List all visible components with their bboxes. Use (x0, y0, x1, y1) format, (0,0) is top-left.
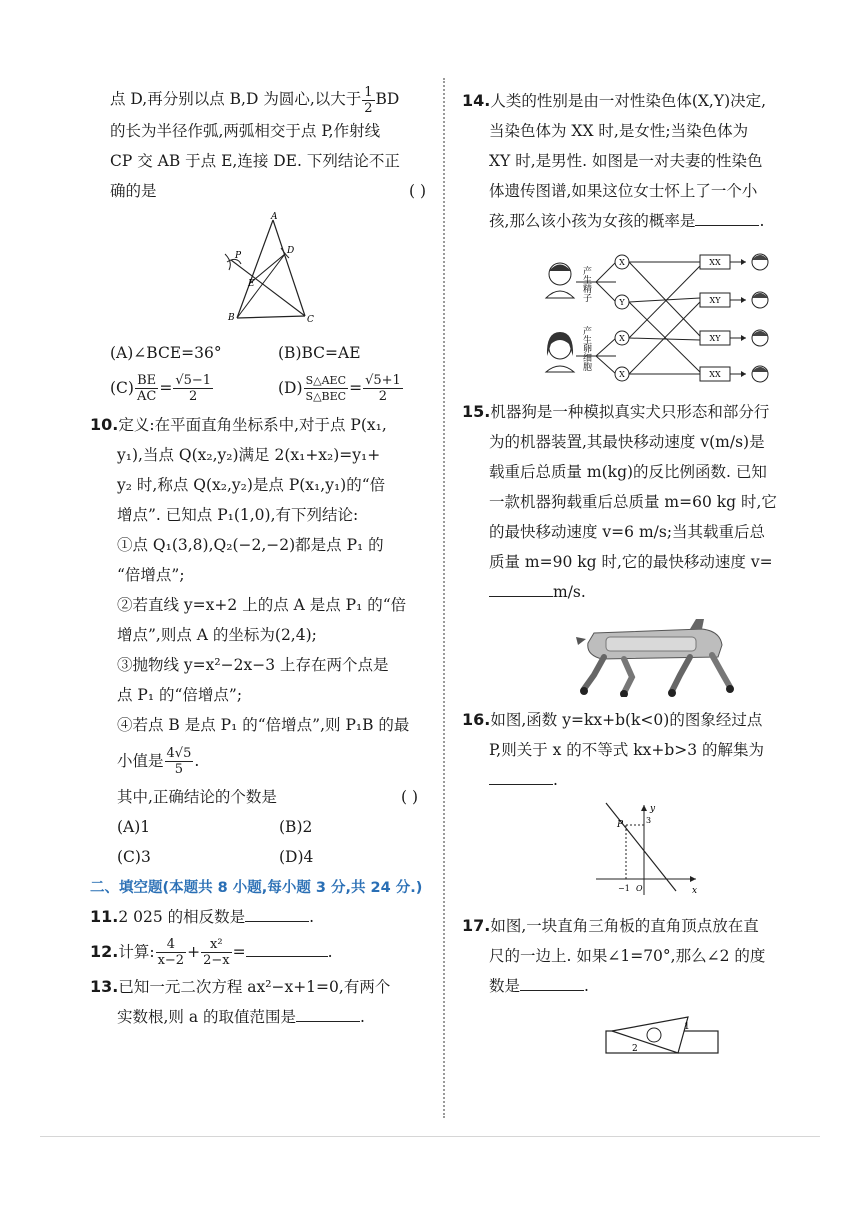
section-heading-fill-in: 二、填空题(本题共 8 小题,每小题 3 分,共 24 分.) (90, 879, 423, 896)
q13-text-2: 实数根,则 a 的取值范围是 (117, 1007, 297, 1026)
optd-rhs-den: 2 (378, 389, 388, 404)
q9-option-d (278, 368, 404, 408)
q10-claim-2a: ②若直线 y=x+2 上的点 A 是点 P₁ 的“倍 (117, 595, 407, 614)
q15-answer-blank[interactable] (489, 578, 553, 597)
question-12 (60, 932, 432, 972)
q12-answer-blank[interactable] (246, 938, 328, 957)
q17-end: . (584, 977, 589, 995)
female-label: 产生卵细胞 (581, 326, 591, 371)
q9-option-a: (A)∠BCE=36° (110, 343, 222, 362)
q12-end: . (327, 942, 333, 961)
right-column (462, 86, 814, 1061)
male-figure-icon (546, 263, 574, 298)
q16-number: 16. (462, 710, 491, 729)
q11-answer-blank[interactable] (245, 903, 309, 922)
q10-line-4: 增点”. 已知点 P₁(1,0),有下列结论: (117, 505, 359, 524)
half-num: 1 (364, 84, 373, 100)
q9-text-1-end: BD (375, 90, 400, 108)
offspring-label: XX (709, 370, 721, 379)
gamete-label: Y (619, 298, 625, 307)
q10-ask-text: 其中,正确结论的个数是 (117, 787, 277, 806)
label-C: C (307, 314, 314, 325)
graph-y-tick-3: 3 (646, 816, 652, 825)
q10-option-b: (B)2 (279, 817, 313, 836)
chromosome-diagram (542, 244, 802, 389)
gamete-label: X (619, 334, 625, 343)
q15-line-7 (462, 577, 814, 607)
q17-answer-blank[interactable] (520, 972, 584, 991)
answer-paren: ( ) (408, 181, 426, 200)
q16-text-1: 如图,函数 y=kx+b(k<0)的图象经过点 (490, 711, 763, 729)
q13-number: 13. (90, 976, 119, 996)
min-value-den: 5 (174, 762, 184, 777)
q17-text-1: 如图,一块直角三角板的直角顶点放在直 (490, 917, 759, 935)
q16-line-2: P,则关于 x 的不等式 kx+b>3 的解集为 (489, 741, 765, 759)
q10-claim-3b: 点 P₁ 的“倍增点”; (117, 685, 243, 704)
q15-unit: m/s. (553, 583, 586, 601)
q13-answer-blank[interactable] (296, 1003, 360, 1022)
q16-answer-blank[interactable] (489, 766, 553, 785)
q12-fraction-2 (201, 937, 232, 968)
q10-claim-4a: ④若点 B 是点 P₁ 的“倍增点”,则 P₁B 的最 (117, 715, 410, 734)
q12-number: 12. (90, 941, 119, 961)
q9-line-3: CP 交 AB 于点 E,连接 DE. 下列结论不正 (110, 151, 400, 170)
q14-line-5 (462, 206, 814, 236)
q13-line-1 (60, 972, 432, 1002)
half-fraction (362, 85, 374, 116)
q9-text-4: 确的是 (110, 181, 157, 200)
q11-end: . (309, 907, 315, 926)
gamete-3 (615, 331, 629, 345)
q14-line-1 (462, 86, 814, 116)
q9-options-ab (60, 338, 432, 368)
graph-x-label: x (692, 886, 698, 896)
q14-text-1: 人类的性别是由一对性染色体(X,Y)决定, (490, 92, 767, 110)
q15-line-2: 为的机器装置,其最快移动速度 v(m/s)是 (489, 433, 765, 451)
female-figure-icon (546, 332, 574, 372)
label-P: P (235, 250, 242, 261)
q9-option-b: (B)BC=AE (278, 343, 361, 362)
question-17 (462, 911, 814, 1061)
optd-rhs-num: √5+1 (365, 373, 401, 388)
optc-label: (C) (110, 378, 134, 397)
q10-option-d: (D)4 (279, 847, 314, 866)
q15-line-5: 的最快移动速度 v=6 m/s;当其载重后总 (489, 523, 766, 541)
graph-y-label: y (650, 804, 656, 814)
q9-option-c (110, 368, 278, 408)
q11-text: 2 025 的相反数是 (118, 907, 246, 926)
optc-lhs (135, 373, 158, 404)
angle-1-label: 1 (684, 1022, 690, 1032)
optc-rhs-den: 2 (189, 389, 198, 404)
question-15 (462, 397, 814, 697)
q9-line-2: 的长为半径作弧,两弧相交于点 P,作射线 (110, 121, 381, 140)
q14-text-5: 孩,那么该小孩为女孩的概率是 (489, 212, 696, 230)
q17-line-2: 尺的一边上. 如果∠1=70°,那么∠2 的度 (489, 947, 766, 965)
q12-f2-num: x² (201, 937, 232, 953)
q14-line-4: 体遗传图谱,如果这位女士怀上了一个小 (489, 182, 758, 200)
q15-line-3: 载重后总质量 m(kg)的反比例函数. 已知 (489, 463, 767, 481)
half-den: 2 (364, 100, 373, 116)
optc-lhs-num: BE (135, 373, 158, 389)
q9-line-4 (60, 176, 432, 206)
q14-number: 14. (462, 91, 491, 110)
offspring-label: XY (709, 296, 721, 305)
q15-number: 15. (462, 402, 491, 421)
triangle-figure (215, 212, 345, 332)
q12-fraction-1 (156, 937, 187, 968)
q15-line-1 (462, 397, 814, 427)
optc-rhs-num: √5−1 (175, 373, 212, 388)
q10-options-ab (60, 812, 432, 842)
question-16 (462, 705, 814, 897)
q13-end: . (360, 1007, 365, 1026)
q14-answer-blank[interactable] (695, 207, 759, 226)
male-label: 产生精子 (581, 266, 591, 302)
q9-text-1: 点 D,再分别以点 B,D 为圆心,以大于 (110, 90, 362, 108)
q12-f1-num: 4 (156, 937, 187, 953)
graph-point-p: P (617, 820, 624, 830)
graph-x-tick-neg1: −1 (618, 884, 630, 893)
q17-line-1 (462, 911, 814, 941)
offspring-1 (700, 254, 768, 270)
q10-claim-3a: ③抛物线 y=x²−2x−3 上存在两个点是 (117, 655, 389, 674)
optd-lhs-den: S△BEC (305, 390, 347, 403)
optd-lhs (304, 373, 349, 404)
q16-line-1 (462, 705, 814, 735)
q10-claim-1a: ①点 Q₁(3,8),Q₂(−2,−2)都是点 P₁ 的 (117, 535, 384, 554)
q13-text-1: 已知一元二次方程 ax²−x+1=0,有两个 (118, 977, 391, 996)
optd-label: (D) (278, 378, 303, 397)
q17-line-3 (462, 971, 814, 1001)
q10-line-2: y₁),当点 Q(x₂,y₂)满足 2(x₁+x₂)=y₁+ (117, 445, 381, 464)
answer-paren: ( ) (400, 787, 418, 806)
gamete-label: X (619, 370, 625, 379)
q12-plus: + (187, 942, 201, 961)
min-value-num: 4√5 (166, 746, 192, 761)
q16-end: . (553, 771, 558, 789)
offspring-label: XX (709, 258, 721, 267)
footer-rule (40, 1136, 820, 1137)
q10-option-c: (C)3 (117, 847, 151, 866)
optc-eq: = (159, 378, 173, 397)
q10-claim-1b: “倍增点”; (117, 565, 185, 584)
gamete-4 (615, 367, 629, 381)
gamete-1 (615, 255, 629, 269)
q10-claim-4b (60, 740, 432, 782)
q14-line-3: XY 时,是男性. 如图是一对夫妻的性染色 (489, 152, 763, 170)
gamete-2 (615, 295, 629, 309)
q10-claim-2b: 增点”,则点 A 的坐标为(2,4); (117, 625, 317, 644)
question-11 (60, 902, 432, 932)
q9-line-1 (60, 84, 432, 116)
q10-line-3: y₂ 时,称点 Q(x₂,y₂)是点 P(x₁,y₁)的“倍 (117, 475, 386, 494)
offspring-label: XY (709, 334, 721, 343)
q10-number: 10. (90, 414, 119, 434)
q12-f1-den: x−2 (157, 953, 185, 968)
question-13 (60, 972, 432, 1032)
q10-ask (60, 782, 424, 812)
optc-rhs (173, 373, 213, 404)
q12-f2-den: 2−x (203, 953, 230, 968)
q10-claim-4b-text: 小值是 (117, 751, 164, 770)
gamete-label: X (619, 258, 625, 267)
q12-text: 计算: (118, 942, 155, 961)
label-B: B (228, 312, 235, 323)
q13-line-2 (60, 1002, 432, 1032)
optc-lhs-den: AC (136, 389, 157, 404)
angle-2-label: 2 (632, 1044, 638, 1054)
offspring-2 (700, 292, 768, 308)
offspring-4 (700, 366, 768, 382)
q12-eq: = (232, 942, 246, 961)
optd-rhs (363, 373, 403, 404)
label-A: A (271, 211, 278, 222)
offspring-3 (700, 330, 768, 346)
graph-origin: O (636, 884, 643, 893)
q17-text-3: 数是 (489, 977, 521, 995)
ruler-triangle-figure (602, 1011, 722, 1061)
linear-function-graph (592, 801, 702, 897)
q10-text-1: 定义:在平面直角坐标系中,对于点 P(x₁, (118, 415, 387, 434)
q14-end: . (759, 212, 765, 230)
q15-text-1: 机器狗是一种模拟真实犬只形态和部分行 (490, 403, 770, 421)
q9-options-cd (60, 368, 432, 408)
column-divider (443, 78, 445, 1118)
question-14 (462, 86, 814, 389)
robot-dog-image (572, 615, 742, 697)
left-column (60, 84, 432, 1032)
q17-number: 17. (462, 916, 491, 935)
q14-line-2: 当染色体为 XX 时,是女性;当染色体为 (489, 122, 749, 140)
optd-lhs-num: S△AEC (304, 373, 349, 389)
question-9 (60, 84, 432, 408)
q15-line-6: 质量 m=90 kg 时,它的最快移动速度 v= (489, 553, 773, 571)
question-10 (60, 410, 432, 872)
optd-eq: = (349, 378, 363, 397)
q10-line-1 (60, 410, 432, 440)
q10-option-a: (A)1 (117, 817, 151, 836)
q10-claim-4b-end: . (194, 751, 200, 770)
min-value-fraction (165, 746, 194, 777)
q11-number: 11. (90, 906, 119, 926)
q10-options-cd (60, 842, 432, 872)
q15-line-4: 一款机器狗载重后总质量 m=60 kg 时,它 (489, 493, 777, 511)
q16-line-3 (462, 765, 814, 795)
label-E: E (248, 278, 255, 289)
label-D: D (287, 245, 295, 256)
